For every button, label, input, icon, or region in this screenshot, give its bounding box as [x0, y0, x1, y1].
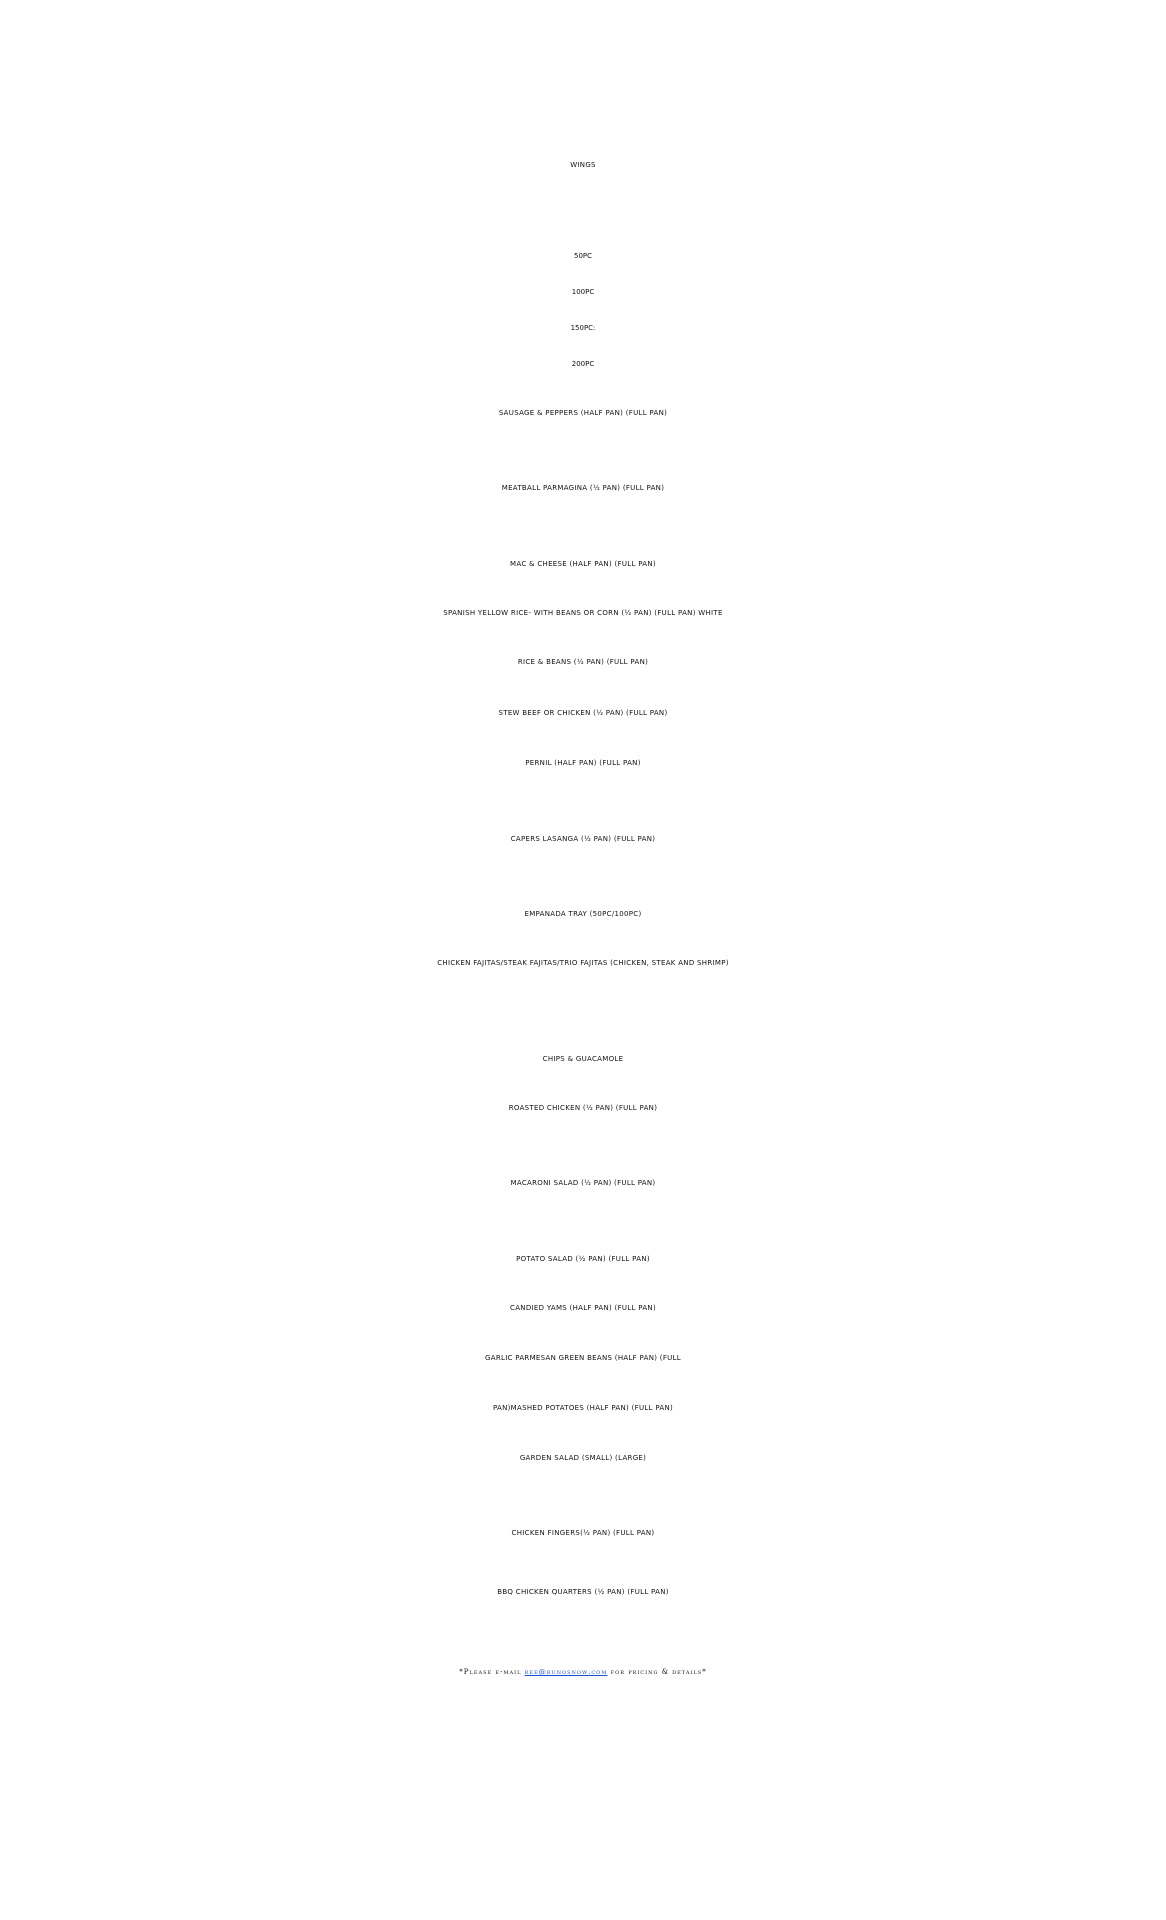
meatball-title: MEATBALL PARMAGINA (½ PAN) (FULL PAN)	[501, 484, 665, 492]
roasted-chicken-title: ROASTED CHICKEN (½ PAN) (FULL PAN)	[508, 1104, 658, 1112]
empanada-title: EMPANADA TRAY (50PC/100PC)	[524, 910, 642, 918]
wings-size-50: 50PC	[573, 252, 593, 260]
green-beans-title-line-2: PAN)MASHED POTATOES (HALF PAN) (FULL PAN)	[492, 1404, 674, 1412]
chips-guacamole-title: CHIPS & GUACAMOLE	[542, 1055, 624, 1063]
lasanga-title: CAPERS LASANGA (½ PAN) (FULL PAN)	[510, 835, 656, 843]
green-beans-title-line-1: GARLIC PARMESAN GREEN BEANS (HALF PAN) (FULL	[485, 1354, 681, 1362]
email-link[interactable]: ree@bunosnow.com	[524, 1668, 608, 1676]
fajitas-title: CHICKEN FAJITAS/STEAK FAJITAS/TRIO FAJITAS (CHICKEN, STEAK AND SHRIMP)	[437, 959, 729, 967]
bbq-chicken-title: BBQ CHICKEN QUARTERS (½ PAN) (FULL PAN)	[497, 1588, 669, 1596]
rice-title-line-2: RICE & BEANS (½ PAN) (FULL PAN)	[517, 658, 649, 666]
rice-title-line-1: SPANISH YELLOW RICE- WITH BEANS OR CORN (½ PAN) (FULL PAN) WHITE	[443, 609, 723, 617]
wings-size-100: 100PC	[571, 288, 595, 296]
garden-salad-title: GARDEN SALAD (SMALL) (LARGE)	[519, 1454, 647, 1462]
mac-cheese-title: MAC & CHEESE (HALF PAN) (FULL PAN)	[510, 560, 656, 568]
potato-salad-title: POTATO SALAD (½ PAN) (FULL PAN)	[516, 1255, 650, 1263]
pricing-contact-note	[0, 1668, 1166, 1676]
wings-size-150: 150PC:	[570, 324, 596, 332]
pricing-note-prefix: *Please e-mail	[459, 1668, 525, 1676]
candied-yams-title: CANDIED YAMS (HALF PAN) (FULL PAN)	[510, 1304, 656, 1312]
wings-title: WINGS	[570, 161, 596, 169]
macaroni-salad-title: MACARONI SALAD (½ PAN) (FULL PAN)	[510, 1179, 656, 1187]
stew-title: STEW BEEF OR CHICKEN (½ PAN) (FULL PAN)	[498, 709, 668, 717]
chicken-fingers-title: CHICKEN FINGERS(½ PAN) (FULL PAN)	[511, 1529, 655, 1537]
sausage-peppers-title: SAUSAGE & PEPPERS (HALF PAN) (FULL PAN)	[498, 409, 668, 417]
wings-size-200: 200PC	[571, 360, 595, 368]
pernil-title: PERNIL (HALF PAN) (FULL PAN)	[525, 759, 641, 767]
pricing-note-suffix: for pricing & details*	[607, 1668, 707, 1676]
